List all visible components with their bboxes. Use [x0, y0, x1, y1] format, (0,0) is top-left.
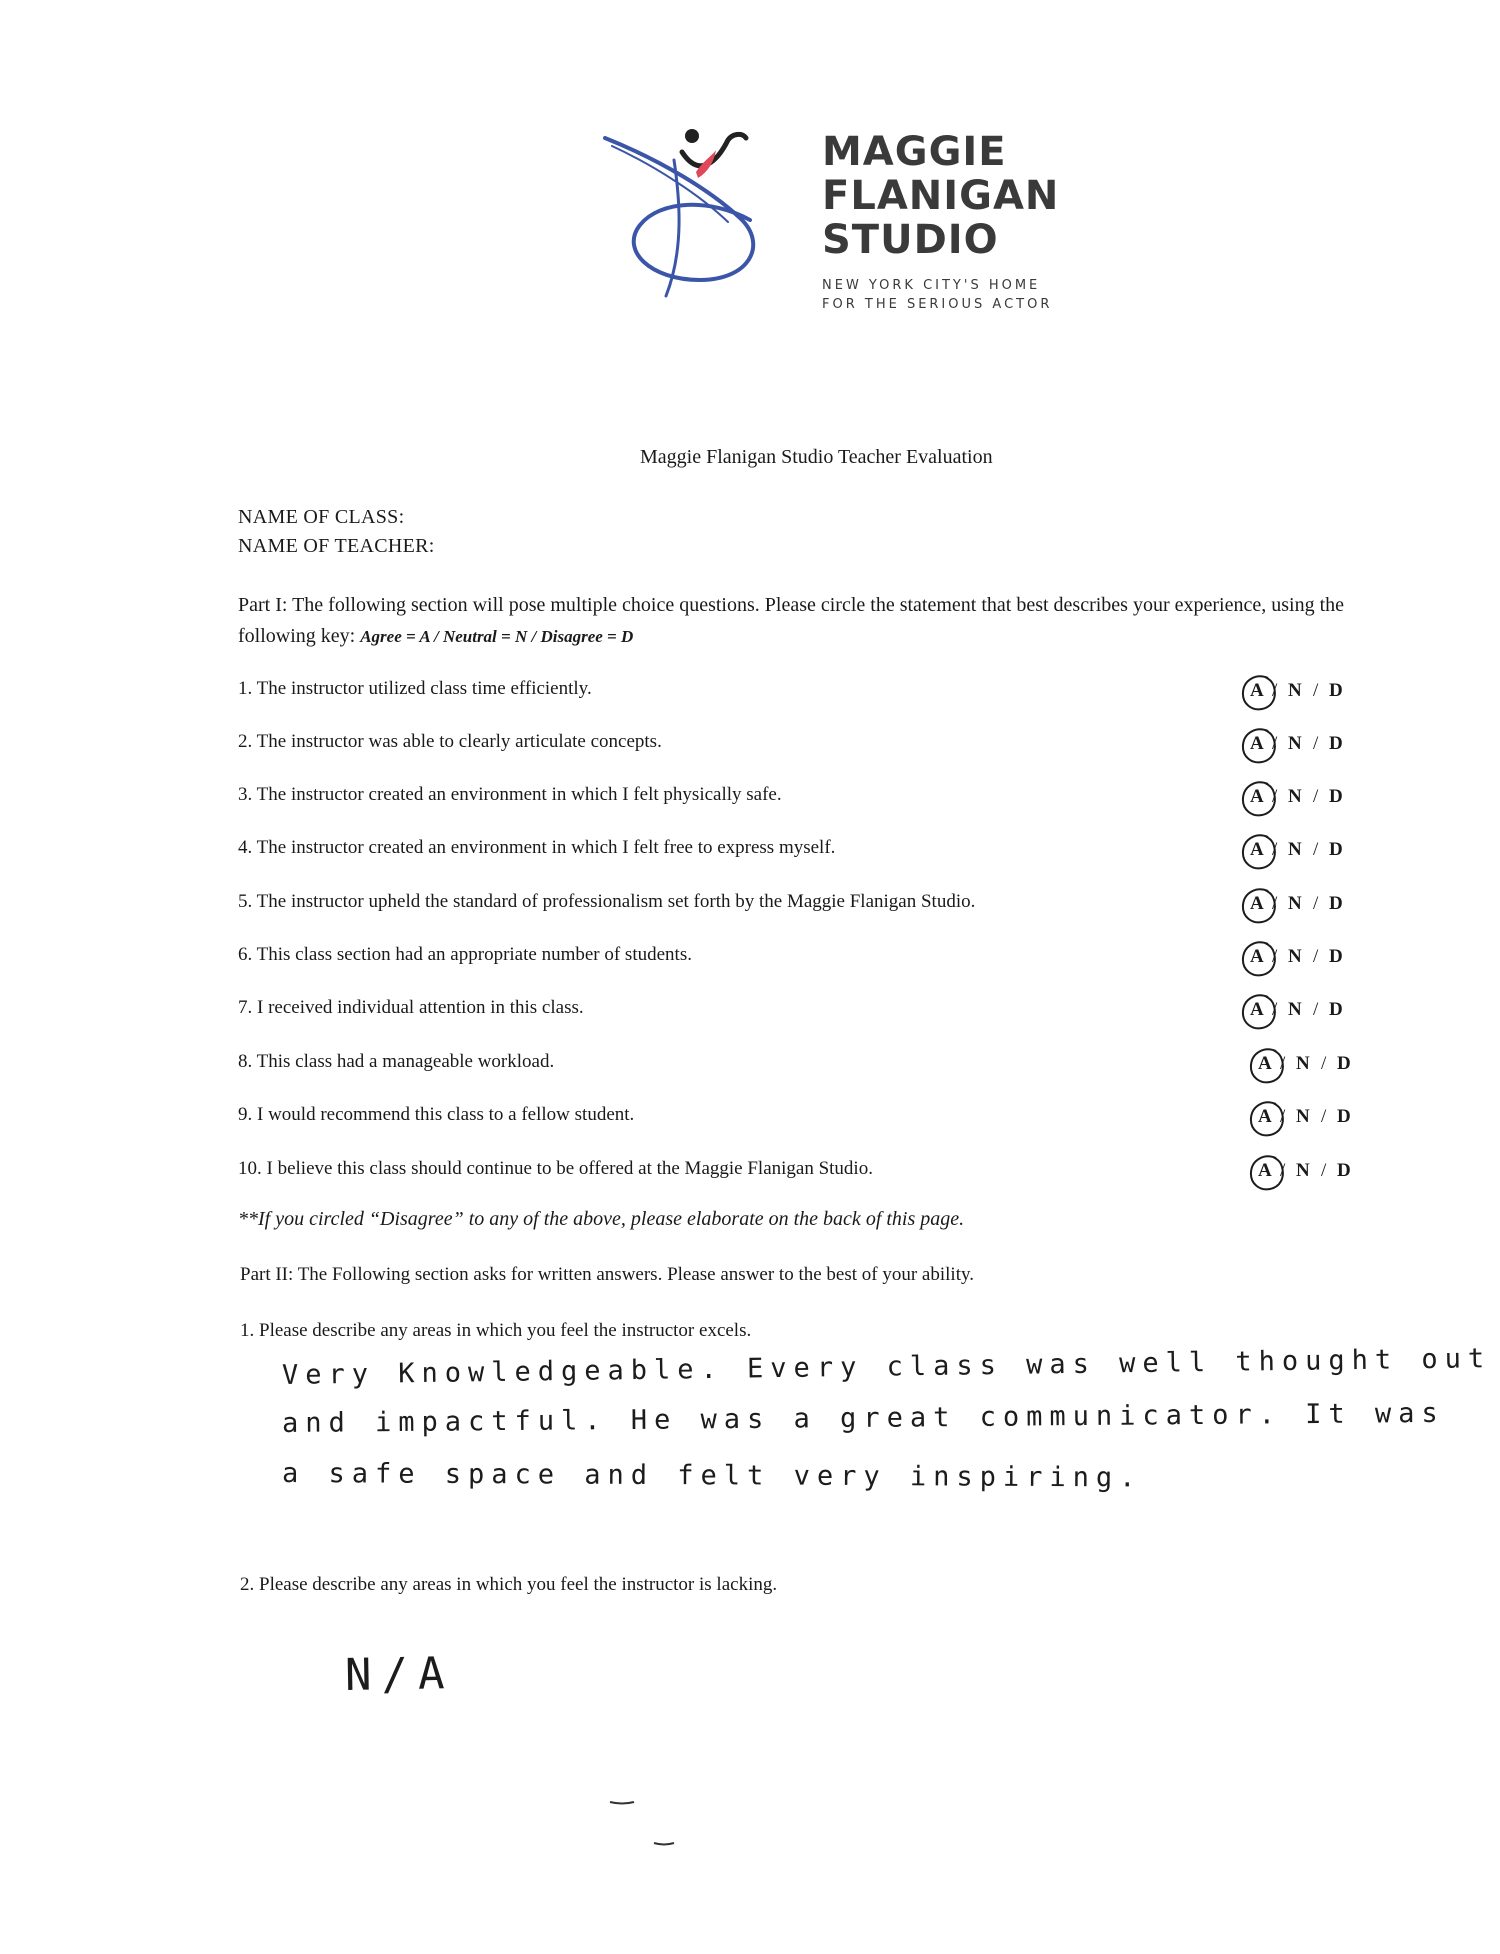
teacher-name-label: NAME OF TEACHER: [238, 535, 435, 557]
option-n[interactable]: N [1296, 1106, 1310, 1127]
option-a[interactable]: A [1250, 733, 1264, 754]
answer-scale[interactable] [1246, 1045, 1376, 1085]
circled-answer-mark [1238, 991, 1280, 1033]
option-separator[interactable]: / [1272, 839, 1278, 860]
circled-answer-mark [1246, 1045, 1288, 1087]
answer-scale[interactable] [1238, 778, 1368, 818]
question-text: 8. This class had a manageable workload. [238, 1051, 555, 1072]
option-separator[interactable]: / [1321, 1053, 1327, 1074]
answer-scale[interactable] [1246, 1098, 1376, 1138]
option-separator[interactable]: / [1313, 839, 1319, 860]
question-row [238, 1152, 1358, 1192]
handwritten-answer-line-1: Very Knowledgeable. Every class was well thought out [281, 1343, 1492, 1391]
question-text: 5. The instructor upheld the standard of professionalism set forth by the Maggie Flanigan Studio. [238, 891, 976, 912]
question-row [238, 938, 1358, 978]
option-d[interactable]: D [1329, 893, 1343, 914]
question-text: 3. The instructor created an environment in which I felt physically safe. [238, 784, 782, 805]
question-row [238, 831, 1358, 871]
question-text: 7. I received individual attention in this class. [238, 997, 584, 1018]
answer-scale[interactable] [1238, 672, 1368, 712]
handwritten-answer-line-2: and impactful. He was a great communicator. It was [281, 1397, 1445, 1439]
logo-line-3: STUDIO [822, 217, 999, 263]
question-text: 6. This class section had an appropriate number of students. [238, 944, 692, 965]
option-separator[interactable]: / [1313, 680, 1319, 701]
circled-answer-mark [1238, 938, 1280, 980]
option-d[interactable]: D [1337, 1053, 1351, 1074]
part1-intro: Part I: The following section will pose multiple choice questions. Please circle the statement that best describes your experience, using the following key: [238, 594, 1344, 647]
question-excels: 1. Please describe any areas in which you feel the instructor excels. [240, 1320, 752, 1341]
question-row [238, 991, 1358, 1031]
option-separator[interactable]: / [1280, 1160, 1286, 1181]
option-a[interactable]: A [1250, 786, 1264, 807]
option-d[interactable]: D [1329, 733, 1343, 754]
circled-answer-mark [1246, 1152, 1288, 1194]
question-row [238, 672, 1358, 712]
option-n[interactable]: N [1288, 733, 1302, 754]
option-separator[interactable]: / [1272, 733, 1278, 754]
option-n[interactable]: N [1288, 999, 1302, 1020]
circled-answer-mark [1238, 831, 1280, 873]
circled-answer-mark [1238, 725, 1280, 767]
answer-key: Agree = A / Neutral = N / Disagree = D [360, 627, 634, 646]
option-n[interactable]: N [1296, 1053, 1310, 1074]
option-a[interactable]: A [1258, 1160, 1272, 1181]
question-row [238, 778, 1358, 818]
question-text: 2. The instructor was able to clearly articulate concepts. [238, 731, 662, 752]
option-n[interactable]: N [1288, 680, 1302, 701]
option-separator[interactable]: / [1272, 946, 1278, 967]
option-a[interactable]: A [1250, 839, 1264, 860]
question-text: 10. I believe this class should continue to be offered at the Maggie Flanigan Studio. [238, 1158, 873, 1179]
option-d[interactable]: D [1329, 839, 1343, 860]
option-n[interactable]: N [1288, 786, 1302, 807]
circled-answer-mark [1238, 778, 1280, 820]
logo-line-2: FLANIGAN [822, 173, 1060, 219]
question-text: 1. The instructor utilized class time efficiently. [238, 678, 592, 699]
option-separator[interactable]: / [1313, 893, 1319, 914]
question-text: 9. I would recommend this class to a fellow student. [238, 1104, 635, 1125]
handwritten-answer-line-3: a safe space and felt very inspiring. [281, 1458, 1143, 1494]
option-separator[interactable]: / [1272, 999, 1278, 1020]
option-a[interactable]: A [1258, 1053, 1272, 1074]
logo-line-1: MAGGIE [822, 129, 1007, 175]
option-d[interactable]: D [1337, 1106, 1351, 1127]
option-d[interactable]: D [1329, 680, 1343, 701]
circled-answer-mark [1246, 1098, 1288, 1140]
option-n[interactable]: N [1288, 839, 1302, 860]
option-separator[interactable]: / [1272, 893, 1278, 914]
question-lacking: 2. Please describe any areas in which you feel the instructor is lacking. [240, 1574, 778, 1595]
option-n[interactable]: N [1288, 893, 1302, 914]
logo-tagline-1: NEW YORK CITY'S HOME [822, 278, 1041, 293]
part2-intro: Part II: The Following section asks for written answers. Please answer to the best of your ability. [240, 1264, 974, 1285]
option-a[interactable]: A [1250, 946, 1264, 967]
option-d[interactable]: D [1329, 999, 1343, 1020]
logo-wordmark [822, 130, 1059, 314]
option-separator[interactable]: / [1313, 999, 1319, 1020]
option-d[interactable]: D [1337, 1160, 1351, 1181]
question-row [238, 885, 1358, 925]
option-separator[interactable]: / [1313, 946, 1319, 967]
document-title: Maggie Flanigan Studio Teacher Evaluation [640, 446, 993, 468]
part1-instructions [238, 590, 1398, 652]
option-d[interactable]: D [1329, 946, 1343, 967]
option-a[interactable]: A [1250, 680, 1264, 701]
disagree-note: **If you circled “Disagree” to any of the above, please elaborate on the back of this page. [238, 1208, 965, 1230]
option-separator[interactable]: / [1272, 786, 1278, 807]
option-separator[interactable]: / [1321, 1106, 1327, 1127]
class-name-label: NAME OF CLASS: [238, 506, 405, 528]
option-separator[interactable]: / [1321, 1160, 1327, 1181]
answer-scale[interactable] [1238, 725, 1368, 765]
handwritten-answer-na: N/A [344, 1648, 455, 1701]
answer-scale[interactable] [1238, 885, 1368, 925]
option-a[interactable]: A [1250, 999, 1264, 1020]
option-a[interactable]: A [1258, 1106, 1272, 1127]
option-n[interactable]: N [1296, 1160, 1310, 1181]
option-separator[interactable]: / [1313, 786, 1319, 807]
answer-scale[interactable] [1238, 831, 1368, 871]
option-n[interactable]: N [1288, 946, 1302, 967]
option-a[interactable]: A [1250, 893, 1264, 914]
option-separator[interactable]: / [1280, 1106, 1286, 1127]
question-row [238, 1045, 1358, 1085]
logo-tagline-2: FOR THE SERIOUS ACTOR [822, 297, 1053, 312]
option-d[interactable]: D [1329, 786, 1343, 807]
answer-scale[interactable] [1246, 1152, 1376, 1192]
option-separator[interactable]: / [1280, 1053, 1286, 1074]
studio-logo [600, 120, 1080, 320]
circled-answer-mark [1238, 885, 1280, 927]
answer-scale[interactable] [1238, 991, 1368, 1031]
question-text: 4. The instructor created an environment in which I felt free to express myself. [238, 837, 836, 858]
question-row [238, 725, 1358, 765]
option-separator[interactable]: / [1272, 680, 1278, 701]
answer-scale[interactable] [1238, 938, 1368, 978]
question-row [238, 1098, 1358, 1138]
dancer-logo-icon [600, 120, 810, 310]
circled-answer-mark [1238, 672, 1280, 714]
option-separator[interactable]: / [1313, 733, 1319, 754]
